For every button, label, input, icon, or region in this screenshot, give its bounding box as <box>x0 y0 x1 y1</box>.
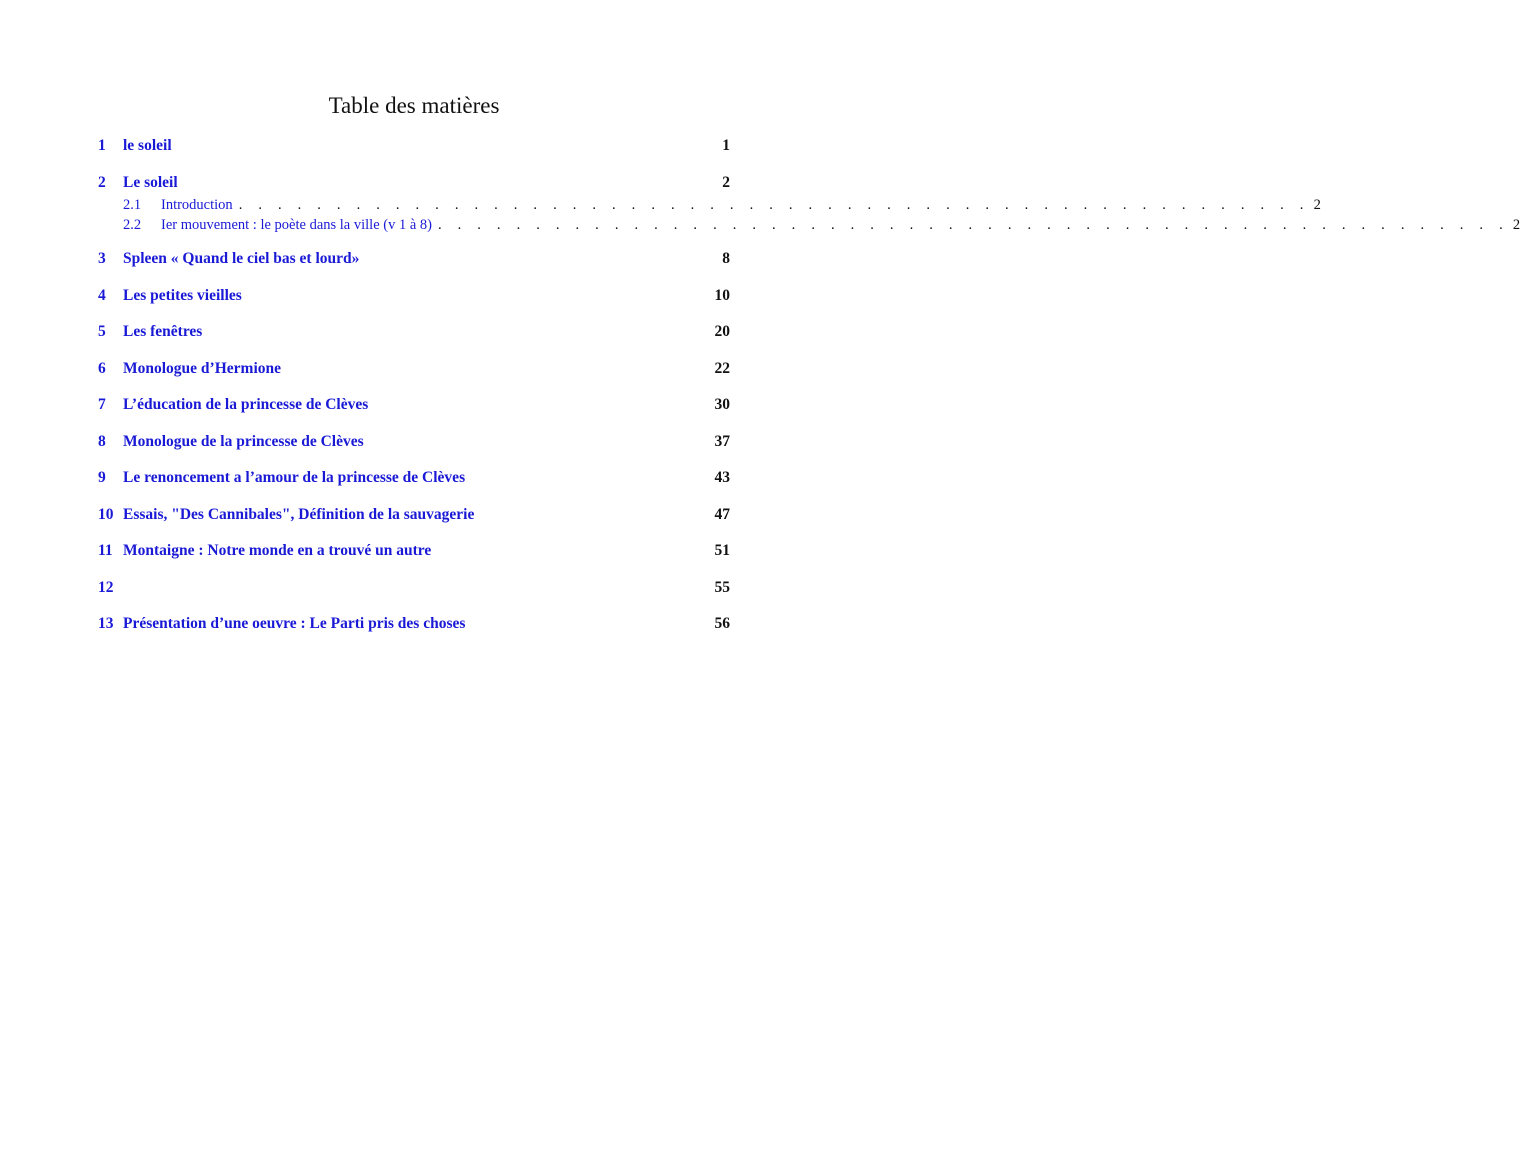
toc-entry-number: 9 <box>98 469 106 486</box>
toc-entry-page: 47 <box>714 505 730 523</box>
toc-entry-8[interactable] <box>98 430 730 454</box>
toc-entry-number: 12 <box>98 578 114 596</box>
toc-entry-number: 5 <box>98 323 106 340</box>
toc-entry-page: 1 <box>722 137 730 154</box>
toc-entry-number: 2 <box>98 173 106 191</box>
toc-entry-number: 13 <box>98 615 114 632</box>
toc-entry-6[interactable] <box>98 357 730 381</box>
toc-subentry-page: 2 <box>1512 216 1520 233</box>
toc-entry-3[interactable] <box>98 247 730 271</box>
toc-subentry-number: 2.2 <box>123 216 142 233</box>
toc-entry-number: 8 <box>98 432 106 450</box>
toc-entry-page: 56 <box>714 615 730 632</box>
toc-entry-7[interactable] <box>98 393 730 417</box>
toc-entry-page: 2 <box>722 173 730 191</box>
toc-entry-label: Présentation d’une oeuvre : Le Parti pris des choses <box>123 615 466 632</box>
toc-subentry-label: Introduction <box>161 196 233 213</box>
toc-dot-leader: . . . . . . . . . . . . . . . . . . . . . . . . . . . . . . . . . . . . . . . . . . . . . . . . . . . . . . . <box>238 196 1310 213</box>
toc-entry-label: le soleil <box>123 137 172 154</box>
toc-dot-leader: . . . . . . . . . . . . . . . . . . . . . . . . . . . . . . . . . . . . . . . . . . . . . . . . . . . . . . . <box>437 216 1509 233</box>
toc-entry-4[interactable] <box>98 284 730 308</box>
toc-subentry-2-2[interactable] <box>98 215 1520 235</box>
toc-entry-label: L’éducation de la princesse de Clèves <box>123 396 369 413</box>
toc-entry-number: 7 <box>98 396 106 413</box>
toc-entry-number: 3 <box>98 250 106 267</box>
toc-entry-page: 30 <box>714 396 730 413</box>
toc-entry-page: 22 <box>714 359 730 377</box>
toc-entry-label: Le soleil <box>123 173 178 191</box>
toc-entry-label: Les fenêtres <box>123 323 203 340</box>
toc-entry-9[interactable] <box>98 466 730 490</box>
toc-entry-5[interactable] <box>98 320 730 344</box>
toc-entry-10[interactable] <box>98 503 730 527</box>
toc-entry-12[interactable] <box>98 576 730 600</box>
toc-entry-number: 6 <box>98 359 106 377</box>
toc-entry-label: Monologue de la princesse de Clèves <box>123 432 364 450</box>
toc-title: Table des matières <box>328 93 500 118</box>
toc-entry-page: 10 <box>714 286 730 304</box>
toc-subentry-page: 2 <box>1313 196 1321 213</box>
toc-entry-number: 10 <box>98 505 114 523</box>
toc-entry-2[interactable] <box>98 171 730 195</box>
toc-entry-label: Le renoncement a l’amour de la princesse de Clèves <box>123 469 466 486</box>
toc-entry-number: 11 <box>98 542 113 559</box>
table-of-contents <box>98 134 1520 636</box>
toc-entry-number: 4 <box>98 286 106 304</box>
toc-entry-label: Monologue d’Hermione <box>123 359 281 377</box>
toc-entry-label: Essais, "Des Cannibales", Définition de la sauvagerie <box>123 505 475 523</box>
toc-entry-page: 8 <box>722 250 730 267</box>
toc-entry-number: 1 <box>98 137 106 154</box>
toc-entry-label: Spleen « Quand le ciel bas et lourd» <box>123 250 360 267</box>
toc-entry-page: 43 <box>714 469 730 486</box>
toc-entry-page: 51 <box>714 542 730 559</box>
toc-entry-page: 55 <box>714 578 730 596</box>
toc-entry-label: Montaigne : Notre monde en a trouvé un autre <box>123 542 432 559</box>
toc-entry-1[interactable] <box>98 134 730 158</box>
toc-entry-13[interactable] <box>98 612 730 636</box>
toc-subentry-2-1[interactable] <box>98 195 1321 215</box>
toc-entry-page: 20 <box>714 323 730 340</box>
toc-entry-11[interactable] <box>98 539 730 563</box>
toc-subentry-label: Ier mouvement : le poète dans la ville (v 1 à 8) <box>161 216 432 233</box>
toc-entry-page: 37 <box>714 432 730 450</box>
toc-subentry-number: 2.1 <box>123 196 142 213</box>
toc-entry-label: Les petites vieilles <box>123 286 242 304</box>
